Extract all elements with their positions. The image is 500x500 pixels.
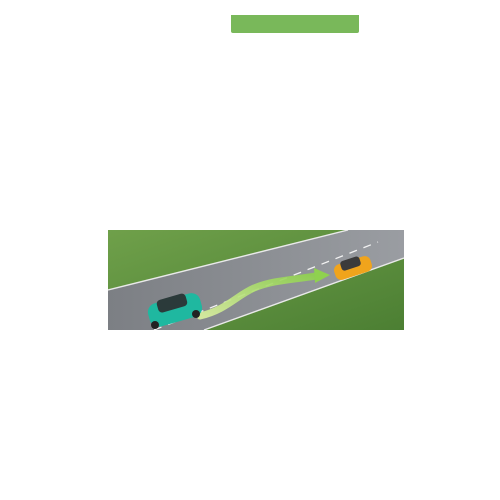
page-header bbox=[0, 0, 500, 38]
overtaking-illustration bbox=[108, 230, 404, 330]
road-scene-svg bbox=[108, 230, 404, 330]
chapter-band bbox=[231, 15, 359, 33]
